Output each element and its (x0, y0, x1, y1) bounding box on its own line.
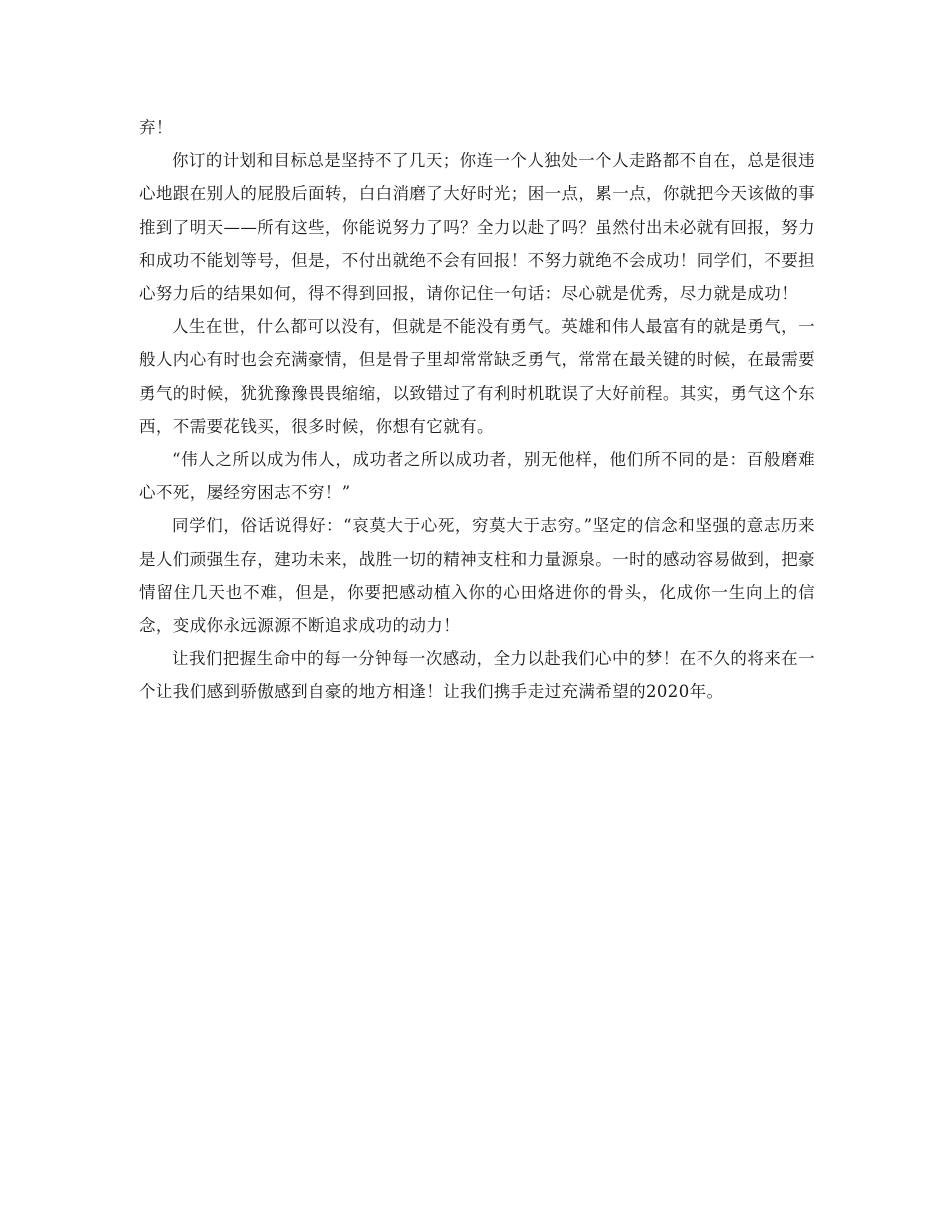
paragraph-1: 弃！ (139, 118, 173, 137)
paragraph-2: 你订的计划和目标总是坚持不了几天；你连一个人独处一个人走路都不自在，总是很违心地跟在别人的屁股后面转，白白消磨了大好时光；困一点，累一点，你就把今天该做的事推到了明天——所有这些，你能说努力了吗？全力以赴了吗？虽然付出未必就有回报，努力和成功不能划等号，但是，不付出就绝不会有回报！不努力就绝不会成功！同学们，不要担心努力后的结果如何，得不得到回报，请你记住一句话：尽心就是优秀，尽力就是成功！ (139, 151, 815, 304)
paragraph-5: 同学们，俗话说得好：“哀莫大于心死，穷莫大于志穷。”坚定的信念和坚强的意志历来是人们顽强生存，建功未来，战胜一切的精神支柱和力量源泉。一时的感动容易做到，把豪情留住几天也不难，但是，你要把感动植入你的心田烙进你的骨头，化成你一生向上的信念，变成你永远源源不断追求成功的动力！ (139, 516, 815, 636)
paragraph-6: 让我们把握生命中的每一分钟每一次感动，全力以赴我们心中的梦！在不久的将来在一个让我们感到骄傲感到自豪的地方相逢！让我们携手走过充满希望的2020年。 (139, 649, 815, 702)
paragraph-4: “伟人之所以成为伟人，成功者之所以成功者，别无他样，他们所不同的是：百般磨难心不死，屡经穷困志不穷！” (139, 450, 815, 503)
document-body (139, 111, 815, 709)
paragraph-3: 人生在世，什么都可以没有，但就是不能没有勇气。英雄和伟人最富有的就是勇气，一般人内心有时也会充满豪情，但是骨子里却常常缺乏勇气，常常在最关键的时候，在最需要勇气的时候，犹犹豫豫畏畏缩缩，以致错过了有利时机耽误了大好前程。其实，勇气这个东西，不需要花钱买，很多时候，你想有它就有。 (139, 317, 815, 436)
